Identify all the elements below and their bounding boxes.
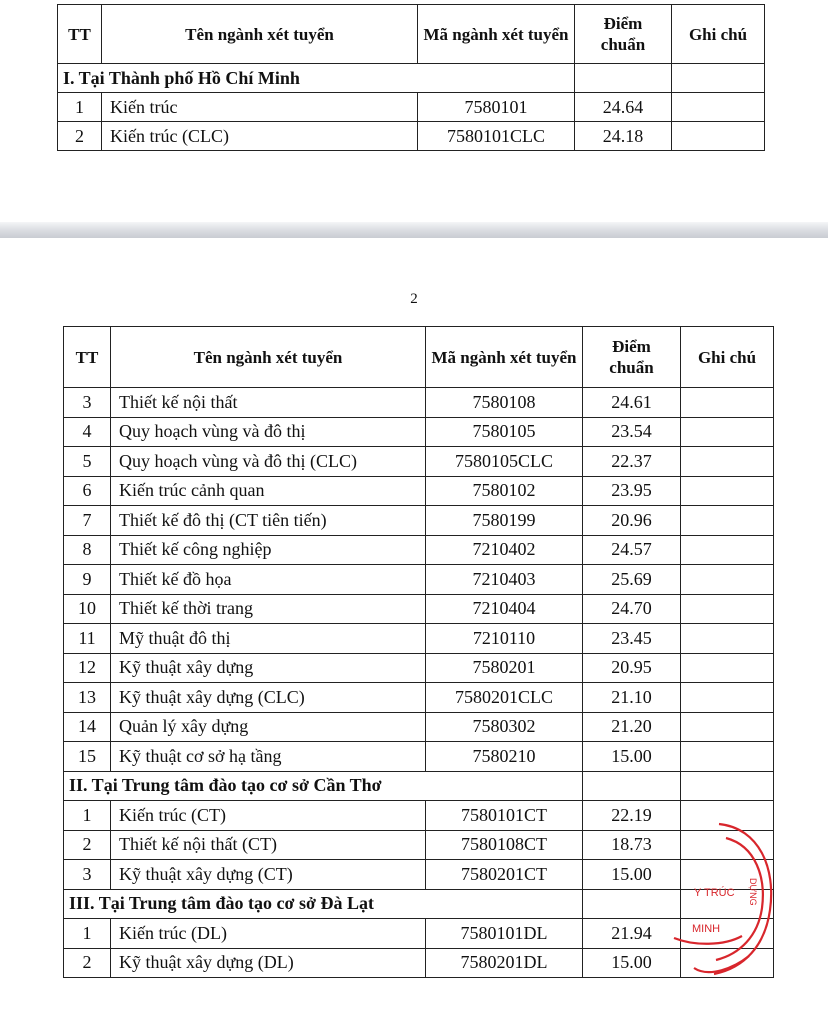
cell-name: Kỹ thuật cơ sở hạ tầng [111, 742, 426, 772]
cell-code: 7580201CLC [426, 683, 583, 713]
cell-note [681, 594, 774, 624]
cell-name: Kiến trúc cảnh quan [111, 476, 426, 506]
cell-score: 25.69 [583, 565, 681, 595]
cell-tt: 1 [64, 919, 111, 949]
cell-note [681, 565, 774, 595]
cell-tt: 2 [58, 122, 102, 151]
cell-tt: 8 [64, 535, 111, 565]
table-row [64, 624, 774, 654]
cell-note [681, 506, 774, 536]
cell-tt: 10 [64, 594, 111, 624]
col-tt: TT [58, 5, 102, 64]
cell-tt: 7 [64, 506, 111, 536]
cell-name: Kiến trúc (DL) [111, 919, 426, 949]
section-row [64, 771, 774, 801]
cell-tt: 13 [64, 683, 111, 713]
page-gap [0, 222, 828, 238]
cell-tt: 6 [64, 476, 111, 506]
section-title: I. Tại Thành phố Hồ Chí Minh [58, 64, 575, 93]
cell-score: 24.64 [575, 93, 672, 122]
document-page-2 [0, 238, 828, 1010]
cell-code: 7580302 [426, 712, 583, 742]
table-row [64, 476, 774, 506]
cell-note [681, 712, 774, 742]
cell-code: 7580101 [418, 93, 575, 122]
table-row [64, 594, 774, 624]
table-row [64, 801, 774, 831]
col-code: Mã ngành xét tuyển [426, 327, 583, 388]
cell-name: Thiết kế nội thất (CT) [111, 830, 426, 860]
cell-score: 15.00 [583, 742, 681, 772]
cell-name: Thiết kế đồ họa [111, 565, 426, 595]
cell-score: 24.70 [583, 594, 681, 624]
rows-da-lat [64, 919, 774, 978]
cell-code: 7210404 [426, 594, 583, 624]
cell-note [681, 830, 774, 860]
cell-code: 7580105 [426, 417, 583, 447]
cell-note [681, 388, 774, 418]
cell-tt: 1 [58, 93, 102, 122]
cell-tt: 1 [64, 801, 111, 831]
cell-note [681, 683, 774, 713]
cell-name: Kiến trúc (CT) [111, 801, 426, 831]
cell-name: Kỹ thuật xây dựng (CT) [111, 860, 426, 890]
cell-code: 7580199 [426, 506, 583, 536]
cell-score: 22.37 [583, 447, 681, 477]
score-table-hcm [57, 4, 765, 151]
table-row [64, 683, 774, 713]
cell-tt: 12 [64, 653, 111, 683]
cell-score: 15.00 [583, 948, 681, 978]
cell-tt: 2 [64, 830, 111, 860]
cell-tt: 15 [64, 742, 111, 772]
section-title: II. Tại Trung tâm đào tạo cơ sở Cần Thơ [64, 771, 583, 801]
table-row [64, 565, 774, 595]
rows-hcm [58, 93, 765, 151]
cell-tt: 9 [64, 565, 111, 595]
cell-name: Thiết kế thời trang [111, 594, 426, 624]
cell-score: 24.18 [575, 122, 672, 151]
cell-name: Kỹ thuật xây dựng (CLC) [111, 683, 426, 713]
cell-score: 21.10 [583, 683, 681, 713]
table-row [64, 388, 774, 418]
cell-code: 7580105CLC [426, 447, 583, 477]
page-number: 2 [410, 291, 418, 307]
col-tt: TT [64, 327, 111, 388]
cell-note [681, 535, 774, 565]
table-row [64, 506, 774, 536]
rows-hcm-continued [64, 388, 774, 772]
cell-code: 7580108 [426, 388, 583, 418]
cell-name: Mỹ thuật đô thị [111, 624, 426, 654]
table-row [58, 122, 765, 151]
cell-score: 23.54 [583, 417, 681, 447]
rows-can-tho [64, 801, 774, 890]
cell-tt: 11 [64, 624, 111, 654]
cell-code: 7210403 [426, 565, 583, 595]
table-row [64, 860, 774, 890]
cell-note [672, 122, 765, 151]
col-name: Tên ngành xét tuyển [111, 327, 426, 388]
col-score: Điểm chuẩn [583, 327, 681, 388]
cell-tt: 5 [64, 447, 111, 477]
cell-name: Quản lý xây dựng [111, 712, 426, 742]
cell-code: 7580101DL [426, 919, 583, 949]
table-row [64, 447, 774, 477]
cell-name: Thiết kế công nghiệp [111, 535, 426, 565]
cell-code: 7580101CLC [418, 122, 575, 151]
cell-name: Thiết kế đô thị (CT tiên tiến) [111, 506, 426, 536]
cell-note [681, 742, 774, 772]
cell-score: 15.00 [583, 860, 681, 890]
col-code: Mã ngành xét tuyển [418, 5, 575, 64]
cell-score: 18.73 [583, 830, 681, 860]
cell-note [681, 624, 774, 654]
section-row [64, 889, 774, 919]
cell-code: 7210402 [426, 535, 583, 565]
col-name: Tên ngành xét tuyển [102, 5, 418, 64]
table-row [58, 93, 765, 122]
table-row [64, 712, 774, 742]
cell-score: 23.45 [583, 624, 681, 654]
cell-score: 24.57 [583, 535, 681, 565]
col-note: Ghi chú [672, 5, 765, 64]
cell-name: Kỹ thuật xây dựng [111, 653, 426, 683]
cell-name: Kiến trúc [102, 93, 418, 122]
table-header-row [58, 5, 765, 64]
seal-text-2: MINH [692, 923, 721, 935]
table-row [64, 742, 774, 772]
cell-note [681, 447, 774, 477]
cell-note [681, 801, 774, 831]
cell-code: 7580201 [426, 653, 583, 683]
cell-code: 7580210 [426, 742, 583, 772]
cell-tt: 2 [64, 948, 111, 978]
cell-name: Quy hoạch vùng và đô thị (CLC) [111, 447, 426, 477]
cell-name: Kiến trúc (CLC) [102, 122, 418, 151]
cell-score: 22.19 [583, 801, 681, 831]
table-row [64, 535, 774, 565]
score-table-continued [63, 326, 774, 978]
cell-name: Quy hoạch vùng và đô thị [111, 417, 426, 447]
cell-score: 23.95 [583, 476, 681, 506]
cell-code: 7580201DL [426, 948, 583, 978]
cell-tt: 4 [64, 417, 111, 447]
table-row [64, 417, 774, 447]
cell-name: Thiết kế nội thất [111, 388, 426, 418]
cell-note [681, 417, 774, 447]
table-row [64, 830, 774, 860]
cell-code: 7580101CT [426, 801, 583, 831]
cell-code: 7580201CT [426, 860, 583, 890]
cell-name: Kỹ thuật xây dựng (DL) [111, 948, 426, 978]
seal-text-3: DỰNG [748, 878, 758, 906]
cell-note [681, 476, 774, 506]
cell-code: 7580102 [426, 476, 583, 506]
cell-score: 20.96 [583, 506, 681, 536]
cell-score: 21.94 [583, 919, 681, 949]
table-header-row [64, 327, 774, 388]
seal-text-1: Y TRÚC [694, 887, 735, 899]
cell-tt: 14 [64, 712, 111, 742]
cell-note [672, 93, 765, 122]
cell-tt: 3 [64, 860, 111, 890]
table-row [64, 919, 774, 949]
cell-score: 21.20 [583, 712, 681, 742]
cell-tt: 3 [64, 388, 111, 418]
table-row [64, 948, 774, 978]
col-score: Điểm chuẩn [575, 5, 672, 64]
cell-score: 24.61 [583, 388, 681, 418]
section-title: III. Tại Trung tâm đào tạo cơ sở Đà Lạt [64, 889, 583, 919]
col-note: Ghi chú [681, 327, 774, 388]
section-row [58, 64, 765, 93]
cell-code: 7210110 [426, 624, 583, 654]
document-page-1 [0, 0, 828, 222]
cell-note [681, 919, 774, 949]
table-row [64, 653, 774, 683]
cell-score: 20.95 [583, 653, 681, 683]
cell-note [681, 653, 774, 683]
cell-code: 7580108CT [426, 830, 583, 860]
cell-note [681, 860, 774, 890]
cell-note [681, 948, 774, 978]
